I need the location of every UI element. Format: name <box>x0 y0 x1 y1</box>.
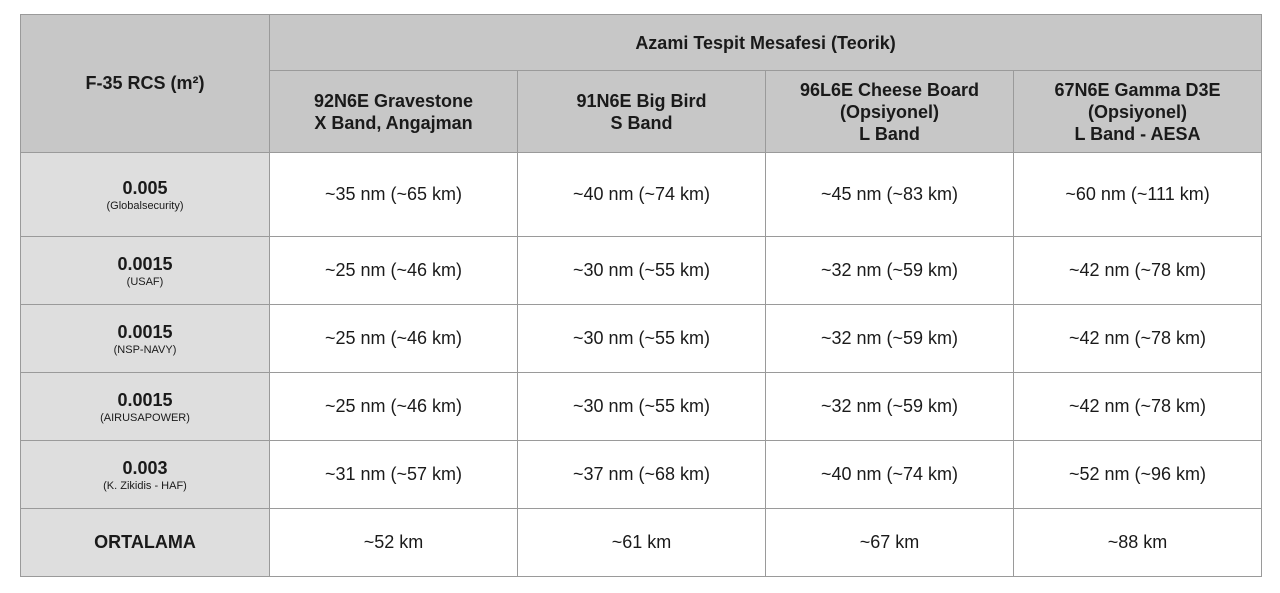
table-row <box>21 373 1262 441</box>
table-cell: ~31 nm (~57 km) <box>270 441 518 509</box>
corner-header: F-35 RCS (m²) <box>21 15 270 153</box>
radar-detection-table-container <box>20 14 1261 577</box>
row-header <box>21 237 270 305</box>
row-header <box>21 441 270 509</box>
rcs-source: (USAF) <box>126 275 164 288</box>
column-header-gamma-d3e <box>1014 71 1262 153</box>
table-cell: ~45 nm (~83 km) <box>766 153 1014 237</box>
column-header-gravestone <box>270 71 518 153</box>
table-cell: ~35 nm (~65 km) <box>270 153 518 237</box>
table-row <box>21 441 1262 509</box>
rcs-source: (Globalsecurity) <box>106 199 184 212</box>
table-cell: ~25 nm (~46 km) <box>270 305 518 373</box>
column-header-line: (Opsiyonel) <box>839 101 939 122</box>
average-label: ORTALAMA <box>21 509 270 577</box>
rcs-source: (NSP-NAVY) <box>113 343 177 356</box>
table-cell: ~30 nm (~55 km) <box>518 237 766 305</box>
table-cell: ~60 nm (~111 km) <box>1014 153 1262 237</box>
rcs-value: 0.0015 <box>117 253 173 274</box>
column-header-line: L Band - AESA <box>1074 123 1201 144</box>
rcs-value: 0.0015 <box>117 389 173 410</box>
table-cell: ~25 nm (~46 km) <box>270 373 518 441</box>
table-cell: ~32 nm (~59 km) <box>766 373 1014 441</box>
rcs-source: (AIRUSAPOWER) <box>100 411 190 424</box>
average-cell: ~52 km <box>270 509 518 577</box>
group-header: Azami Tespit Mesafesi (Teorik) <box>270 15 1262 71</box>
table-row <box>21 237 1262 305</box>
column-header-big-bird <box>518 71 766 153</box>
column-header-line: 92N6E Gravestone <box>313 90 474 111</box>
table-cell: ~32 nm (~59 km) <box>766 237 1014 305</box>
table-cell: ~30 nm (~55 km) <box>518 373 766 441</box>
rcs-source: (K. Zikidis - HAF) <box>103 479 187 492</box>
table-cell: ~42 nm (~78 km) <box>1014 373 1262 441</box>
radar-detection-table <box>20 14 1262 577</box>
rcs-value: 0.005 <box>122 177 168 198</box>
column-header-line: 91N6E Big Bird <box>576 90 707 111</box>
table-cell: ~25 nm (~46 km) <box>270 237 518 305</box>
column-header-line: L Band <box>859 123 920 144</box>
table-row <box>21 153 1262 237</box>
average-cell: ~61 km <box>518 509 766 577</box>
average-row <box>21 509 1262 577</box>
table-cell: ~40 nm (~74 km) <box>766 441 1014 509</box>
table-cell: ~30 nm (~55 km) <box>518 305 766 373</box>
rcs-value: 0.003 <box>122 457 168 478</box>
column-header-line: S Band <box>610 112 673 133</box>
table-cell: ~42 nm (~78 km) <box>1014 305 1262 373</box>
table-cell: ~32 nm (~59 km) <box>766 305 1014 373</box>
average-cell: ~88 km <box>1014 509 1262 577</box>
column-header-line: 96L6E Cheese Board <box>799 79 980 100</box>
table-cell: ~37 nm (~68 km) <box>518 441 766 509</box>
column-header-line: 67N6E Gamma D3E <box>1054 79 1221 100</box>
table-row <box>21 305 1262 373</box>
column-header-cheese-board <box>766 71 1014 153</box>
column-header-line: X Band, Angajman <box>314 112 473 133</box>
row-header <box>21 373 270 441</box>
table-cell: ~40 nm (~74 km) <box>518 153 766 237</box>
average-cell: ~67 km <box>766 509 1014 577</box>
rcs-value: 0.0015 <box>117 321 173 342</box>
table-cell: ~42 nm (~78 km) <box>1014 237 1262 305</box>
row-header <box>21 305 270 373</box>
row-header <box>21 153 270 237</box>
table-cell: ~52 nm (~96 km) <box>1014 441 1262 509</box>
column-header-line: (Opsiyonel) <box>1088 101 1188 122</box>
